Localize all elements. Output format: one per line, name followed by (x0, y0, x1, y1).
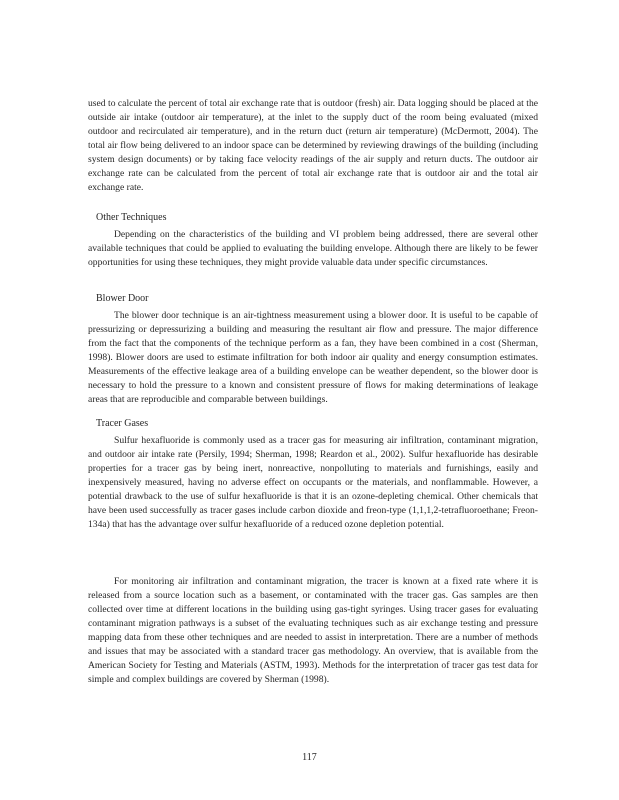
heading-blower-door: Blower Door (96, 293, 149, 304)
paragraph-other-techniques: Depending on the characteristics of the building and VI problem being addressed, there are several other available techniques that could be applied to evaluating the building envelope. Although there are likely to be fewer opportunities for using these techniques, they might provide valuable data under specific circumstances. (88, 229, 538, 268)
paragraph-tracer-methods: For monitoring air infiltration and contaminant migration, the tracer is known at a fixed rate where it is released from a source location such as a basement, or contaminated with the tracer gas. Gas samples are then collected over time at different locations in the building using gas-tight syringes. Using tracer gases for evaluating contaminant migration pathways is a subset of the evaluating techniques such as air exchange testing and pressure mapping data from these other techniques and are needed to assist in interpretation. There are a number of methods and issues that may be associated with a standard tracer gas methodology. An overview, that is available from the American Society for Testing and Materials (ASTM, 1993). Methods for the interpretation of tracer gas test data for simple and complex buildings are covered by Sherman (1998). (88, 576, 538, 685)
paragraph-blower-door: The blower door technique is an air-tightness measurement using a blower door. It is useful to be capable of pressurizing or depressurizing a building and measuring the resultant air flow and pressure. The major difference from the fact that the components of the technique perform as a fan, they have been combined in a cost (Sherman, 1998). Blower doors are used to estimate infiltration for both indoor air quality and energy consumption estimates. Measurements of the effective leakage area of a building envelope can be weather dependent, so the blower door is necessary to hold the pressure to a known and consistent pressure of flows for making determinations of leakage areas that are reproducible and comparable between buildings. (88, 310, 538, 405)
heading-other-techniques: Other Techniques (96, 212, 167, 223)
paragraph-intro: used to calculate the percent of total air exchange rate that is outdoor (fresh) air. Data logging should be placed at the outside air intake (outdoor air temperature), at the inlet to the supply duct of the room being evaluated (mixed outdoor and recirculated air temperature), and in the return duct (return air temperature) (McDermott, 2004). The total air flow being delivered to an indoor space can be determined by reviewing drawings of the building (including system design documents) or by taking face velocity readings of the air supply and return ducts. The outdoor air exchange rate can be calculated from the percent of total air exchange rate that is outdoor air and the total air exchange rate. (88, 98, 538, 193)
heading-tracer-gases: Tracer Gases (96, 418, 149, 429)
page-number: 117 (302, 752, 317, 763)
paragraph-tracer-gases: Sulfur hexafluoride is commonly used as a tracer gas for measuring air infiltration, contaminant migration, and outdoor air intake rate (Persily, 1994; Sherman, 1998; Reardon et al., 2002). Sulfur hexafluoride has desirable properties for a tracer gas by being inert, nonreactive, nonpolluting to materials and furnishings, easily and inexpensively measured, having no adverse effect on occupants or the materials, and nonflammable. However, a potential drawback to the use of sulfur hexafluoride is that it is an ozone-depleting chemical. Other chemicals that have been used successfully as tracer gases include carbon dioxide and freon-type (1,1,1,2-tetrafluoroethane; Freon-134a) that has the advantage over sulfur hexafluoride of a reduced ozone depletion potential. (88, 435, 538, 530)
